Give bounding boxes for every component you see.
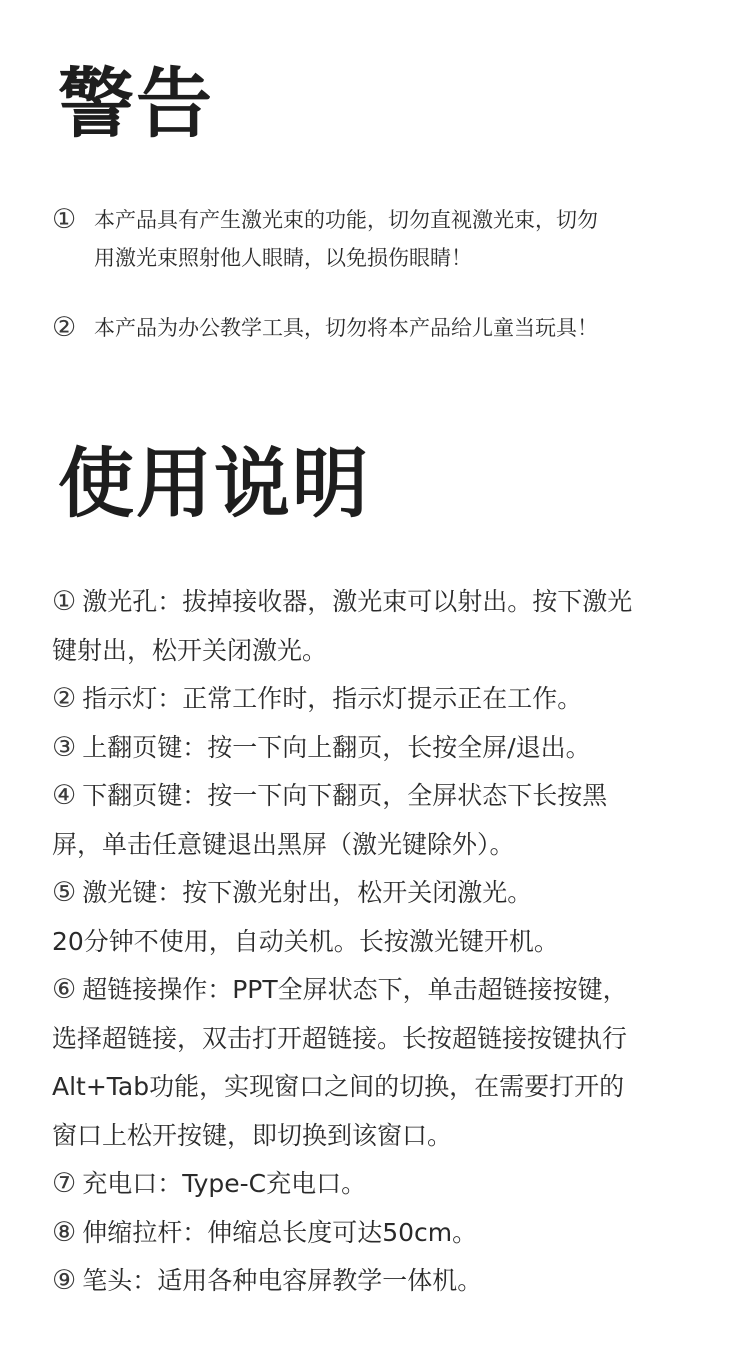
warning-text-line: 用激光束照射他人眼睛，以免损伤眼睛！ <box>94 246 472 270</box>
usage-line <box>52 578 712 627</box>
usage-text: Alt+Tab功能，实现窗口之间的切换，在需要打开的 <box>52 1072 625 1101</box>
usage-text: 选择超链接，双击打开超链接。长按超链接按键执行 <box>52 1023 628 1053</box>
item-number: ① <box>52 586 77 617</box>
usage-text: 指示灯：正常工作时，指示灯提示正在工作。 <box>82 684 583 713</box>
usage-text: 超链接操作：PPT全屏状态下，单击超链接按键， <box>82 975 628 1004</box>
usage-text: 20分钟不使用，自动关机。长按激光键开机。 <box>52 926 559 956</box>
warning-item <box>52 309 702 347</box>
usage-heading: 使用说明 <box>58 439 370 528</box>
warning-heading: 警告 <box>58 59 214 148</box>
usage-text: 激光孔：拔掉接收器，激光束可以射出。按下激光 <box>82 587 633 616</box>
usage-line <box>52 966 712 1015</box>
usage-text: 键射出，松开关闭激光。 <box>52 635 328 665</box>
warning-text-line: 本产品为办公教学工具，切勿将本产品给儿童当玩具！ <box>94 316 598 340</box>
usage-text: 笔头：适用各种电容屏教学一体机。 <box>82 1266 483 1295</box>
usage-line <box>52 1257 712 1306</box>
item-number: ③ <box>52 731 77 763</box>
item-number: ① <box>52 204 77 235</box>
item-number: ② <box>52 683 77 714</box>
usage-line <box>52 1015 712 1064</box>
usage-text: 窗口上松开按键，即切换到该窗口。 <box>52 1120 453 1150</box>
item-number: ⑤ <box>52 877 77 908</box>
usage-line <box>52 772 712 821</box>
usage-text: 伸缩拉杆：伸缩总长度可达50cm。 <box>82 1217 478 1247</box>
usage-text: 上翻页键：按一下向上翻页，长按全屏/退出。 <box>82 732 591 762</box>
usage-text: 激光键：按下激光射出，松开关闭激光。 <box>82 878 533 907</box>
usage-line <box>52 1209 712 1258</box>
item-number: ⑦ <box>52 1168 77 1199</box>
item-number: ⑧ <box>52 1216 77 1248</box>
usage-text: 屏，单击任意键退出黑屏（激光键除外）。 <box>52 829 515 859</box>
item-number: ⑥ <box>52 974 77 1005</box>
item-number: ⑨ <box>52 1265 77 1296</box>
usage-line <box>52 1160 712 1209</box>
usage-line <box>52 821 712 870</box>
usage-line <box>52 918 712 967</box>
usage-line <box>52 1063 712 1112</box>
usage-text: 下翻页键：按一下向下翻页，全屏状态下长按黑 <box>82 781 608 810</box>
usage-line <box>52 869 712 918</box>
usage-text: 充电口：Type-C充电口。 <box>82 1169 367 1198</box>
warning-item <box>52 201 702 277</box>
item-number: ② <box>52 312 77 343</box>
usage-line <box>52 724 712 773</box>
usage-line <box>52 1112 712 1161</box>
usage-line <box>52 675 712 724</box>
usage-instructions-list <box>52 578 712 1306</box>
item-number: ④ <box>52 780 77 811</box>
usage-line <box>52 627 712 676</box>
warning-text-line: 本产品具有产生激光束的功能，切勿直视激光束，切勿 <box>94 208 598 232</box>
